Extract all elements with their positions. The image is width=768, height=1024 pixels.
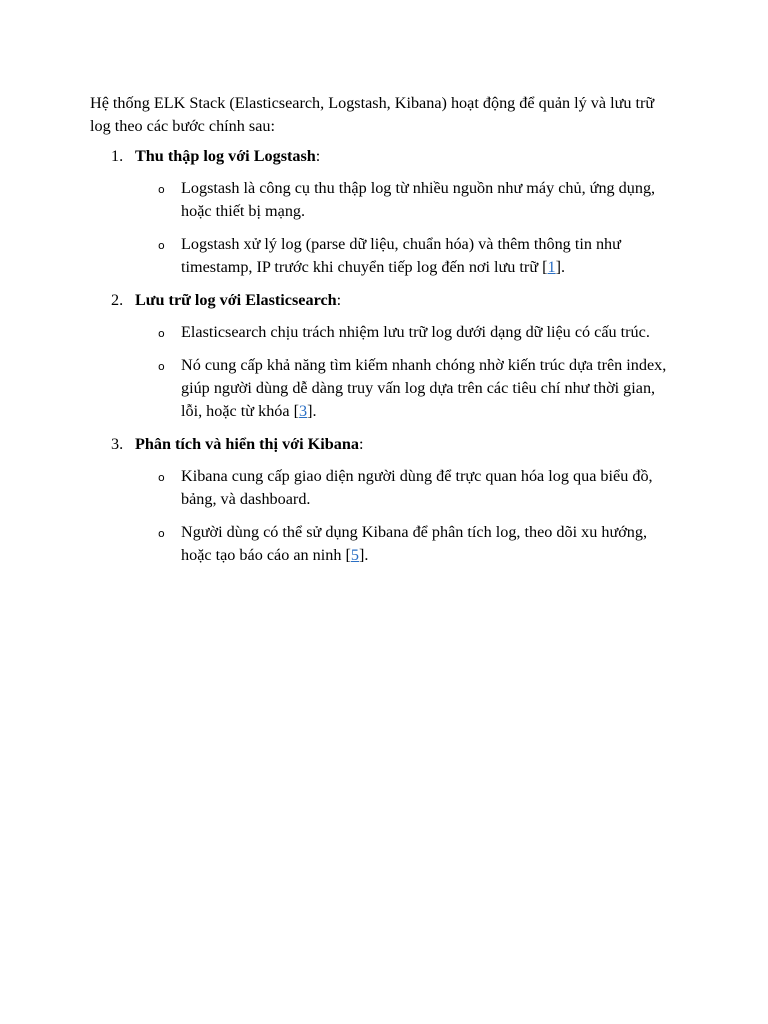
sub-item-text: Kibana cung cấp giao diện người dùng để trực quan hóa log qua biểu đồ, bảng, và dashboard. bbox=[181, 467, 653, 508]
step-item bbox=[90, 289, 678, 423]
circle-bullet-icon: o bbox=[158, 360, 165, 373]
step-item bbox=[90, 145, 678, 279]
step-title: Lưu trữ log với Elasticsearch bbox=[135, 291, 337, 309]
reference-link[interactable]: 3 bbox=[299, 402, 308, 420]
circle-bullet-icon: o bbox=[158, 327, 165, 340]
step-heading bbox=[90, 433, 678, 456]
step-heading bbox=[90, 289, 678, 312]
sub-list bbox=[90, 465, 678, 567]
sub-item bbox=[90, 233, 678, 279]
intro-paragraph: Hệ thống ELK Stack (Elasticsearch, Logstash, Kibana) hoạt động để quản lý và lưu trữ log theo các bước chính sau: bbox=[90, 94, 655, 135]
step-colon: : bbox=[358, 435, 364, 453]
sub-item bbox=[90, 465, 678, 511]
sub-item bbox=[90, 521, 678, 567]
step-title: Phân tích và hiển thị với Kibana bbox=[135, 435, 359, 453]
step-title: Thu thập log với Logstash bbox=[135, 147, 316, 165]
sub-item bbox=[90, 321, 678, 344]
step-colon: : bbox=[315, 147, 321, 165]
circle-bullet-icon: o bbox=[158, 527, 165, 540]
sub-list bbox=[90, 177, 678, 279]
step-number: 3. bbox=[111, 435, 124, 453]
sub-item-text-end: ]. bbox=[359, 546, 369, 564]
step-number: 2. bbox=[111, 291, 124, 309]
sub-item-text: Nó cung cấp khả năng tìm kiếm nhanh chóng nhờ kiến trúc dựa trên index, giúp người dùng dễ dàng truy vấn log dựa trên các tiêu chí như thời gian, lỗi, hoặc từ khóa [ bbox=[181, 356, 667, 420]
sub-item-text: Logstash là công cụ thu thập log từ nhiều nguồn như máy chủ, ứng dụng, hoặc thiết bị mạng. bbox=[181, 179, 656, 220]
reference-link[interactable]: 1 bbox=[547, 258, 556, 276]
reference-link[interactable]: 5 bbox=[350, 546, 359, 564]
sub-item-text: Người dùng có thể sử dụng Kibana để phân tích log, theo dõi xu hướng, hoặc tạo báo cáo an ninh [ bbox=[181, 523, 648, 564]
sub-list bbox=[90, 321, 678, 423]
circle-bullet-icon: o bbox=[158, 471, 165, 484]
steps-list bbox=[90, 145, 678, 567]
circle-bullet-icon: o bbox=[158, 239, 165, 252]
sub-item bbox=[90, 354, 678, 423]
step-colon: : bbox=[336, 291, 342, 309]
step-heading bbox=[90, 145, 678, 168]
step-item bbox=[90, 433, 678, 567]
step-number: 1. bbox=[111, 147, 124, 165]
sub-item-text: Elasticsearch chịu trách nhiệm lưu trữ log dưới dạng dữ liệu có cấu trúc. bbox=[181, 323, 650, 341]
circle-bullet-icon: o bbox=[158, 183, 165, 196]
sub-item-text: Logstash xử lý log (parse dữ liệu, chuẩn hóa) và thêm thông tin như timestamp, IP trước khi chuyển tiếp log đến nơi lưu trữ [ bbox=[181, 235, 621, 276]
sub-item-text-end: ]. bbox=[555, 258, 566, 276]
sub-item-text-end: ]. bbox=[307, 402, 317, 420]
sub-item bbox=[90, 177, 678, 223]
